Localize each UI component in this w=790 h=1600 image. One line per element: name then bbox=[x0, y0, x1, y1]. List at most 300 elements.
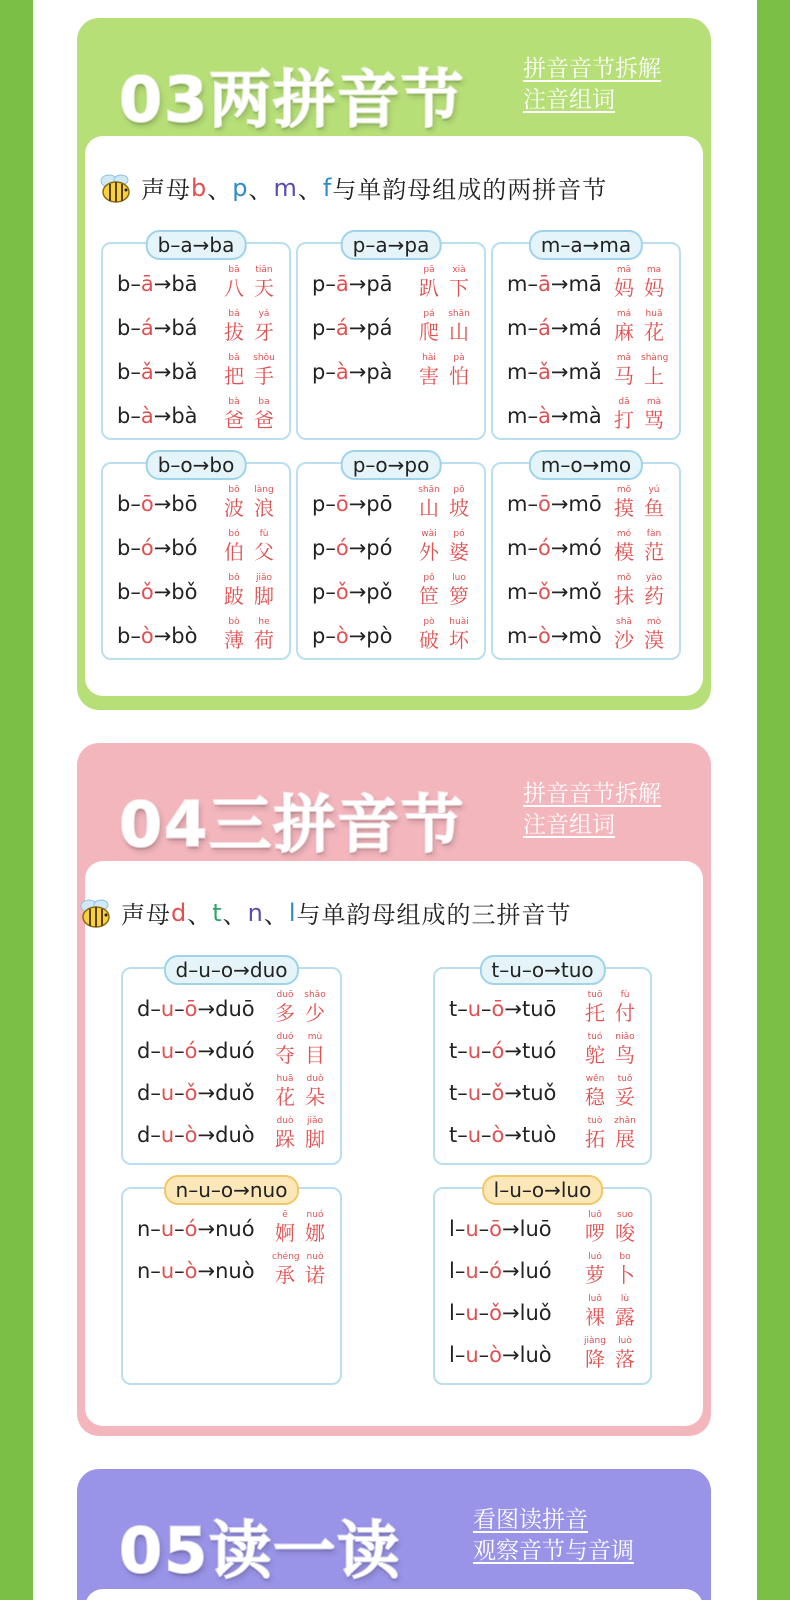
example-word bbox=[416, 308, 472, 344]
initial-n: n bbox=[247, 898, 264, 927]
word-char bbox=[302, 1209, 328, 1245]
pinyin: jiǎo bbox=[306, 1116, 324, 1126]
toned-vowel: ǒ bbox=[537, 580, 551, 604]
result-syllable: →bò bbox=[153, 624, 198, 648]
result-syllable: →bā bbox=[153, 272, 198, 296]
initial-l: l bbox=[288, 898, 297, 927]
subtitle-line-2[interactable]: 观察音节与音调 bbox=[473, 1538, 634, 1564]
hanzi: 付 bbox=[615, 1001, 635, 1025]
word-char bbox=[251, 352, 277, 388]
result-syllable: →mò bbox=[550, 624, 602, 648]
spelling-formula bbox=[449, 1259, 552, 1283]
syllable-row bbox=[312, 566, 474, 608]
hanzi: 父 bbox=[254, 540, 274, 564]
syllable-card bbox=[433, 1178, 652, 1385]
pinyin: nuò bbox=[306, 1252, 324, 1262]
hanzi: 爬 bbox=[419, 320, 439, 344]
initial-b: b bbox=[191, 173, 208, 202]
syllable-row bbox=[507, 478, 669, 520]
pinyin: fù bbox=[620, 990, 630, 1000]
pinyin: wěn bbox=[585, 1074, 605, 1084]
result-syllable: →luō bbox=[502, 1217, 552, 1241]
toned-vowel: ǒ bbox=[491, 1081, 505, 1105]
pinyin: mǎ bbox=[616, 353, 632, 363]
spelling-formula bbox=[312, 316, 393, 340]
pinyin: bǎ bbox=[228, 353, 240, 363]
toned-vowel: ò bbox=[140, 624, 154, 648]
syllable-row bbox=[312, 302, 474, 344]
pinyin: niǎo bbox=[615, 1032, 635, 1042]
hanzi: 承 bbox=[275, 1263, 295, 1287]
hanzi: 娜 bbox=[305, 1221, 325, 1245]
toned-vowel: ā bbox=[335, 272, 349, 296]
initial: m– bbox=[507, 404, 538, 428]
syllable-row bbox=[137, 1203, 330, 1245]
syllable-row bbox=[117, 346, 279, 388]
syllable-row bbox=[137, 1109, 330, 1151]
pinyin: wài bbox=[421, 529, 437, 539]
syllable-row bbox=[312, 522, 474, 564]
hanzi: 抹 bbox=[614, 584, 634, 608]
hanzi: 打 bbox=[614, 408, 634, 432]
syllable-row bbox=[507, 258, 669, 300]
initial: p– bbox=[312, 316, 336, 340]
medial: u bbox=[467, 1039, 482, 1063]
toned-vowel: ō bbox=[140, 492, 154, 516]
word-char bbox=[641, 352, 667, 388]
result-syllable: →bō bbox=[153, 492, 198, 516]
syllable-row bbox=[117, 522, 279, 564]
example-word bbox=[416, 572, 472, 608]
toned-vowel: ō bbox=[491, 997, 505, 1021]
initial: l– bbox=[449, 1217, 466, 1241]
toned-vowel: ā bbox=[140, 272, 154, 296]
initial-p: p bbox=[232, 173, 249, 202]
initial: b– bbox=[117, 316, 141, 340]
example-word bbox=[416, 352, 472, 388]
hanzi: 爸 bbox=[224, 408, 244, 432]
pinyin: pǒ bbox=[423, 573, 435, 583]
word-char bbox=[251, 308, 277, 344]
spelling-formula bbox=[312, 360, 393, 384]
toned-vowel: à bbox=[140, 404, 154, 428]
word-char bbox=[446, 616, 472, 652]
spelling-formula bbox=[507, 492, 602, 516]
initial: p– bbox=[312, 360, 336, 384]
dash: – bbox=[481, 1039, 492, 1063]
spelling-formula bbox=[117, 536, 197, 560]
hanzi: 爸 bbox=[254, 408, 274, 432]
word-char bbox=[302, 1251, 328, 1287]
pinyin: huā bbox=[276, 1074, 294, 1084]
card-title: b–o→bo bbox=[146, 450, 247, 480]
hanzi: 脚 bbox=[305, 1127, 325, 1151]
hanzi: 沙 bbox=[614, 628, 634, 652]
pinyin: shàng bbox=[641, 353, 669, 363]
subtitle-line-1[interactable]: 看图读拼音 bbox=[473, 1507, 588, 1533]
result-syllable: →pà bbox=[348, 360, 393, 384]
medial: u bbox=[465, 1259, 479, 1283]
word-char bbox=[641, 308, 667, 344]
result-syllable: →nuò bbox=[197, 1259, 255, 1283]
initial-t: t bbox=[212, 898, 223, 927]
syllable-row bbox=[449, 1109, 640, 1151]
dash: – bbox=[174, 1259, 185, 1283]
result-syllable: →mà bbox=[550, 404, 602, 428]
dash: – bbox=[481, 997, 492, 1021]
initial: n– bbox=[137, 1259, 161, 1283]
word-char bbox=[416, 484, 442, 520]
pinyin: zhǎn bbox=[614, 1116, 636, 1126]
example-word bbox=[221, 616, 277, 652]
word-char bbox=[611, 308, 637, 344]
toned-vowel: ò bbox=[491, 1123, 505, 1147]
syllable-row bbox=[117, 258, 279, 300]
pinyin: lù bbox=[620, 1294, 630, 1304]
word-char bbox=[611, 572, 637, 608]
heading-suffix: 与单韵母组成的三拼音节 bbox=[296, 901, 572, 929]
result-syllable: →pá bbox=[348, 316, 393, 340]
spelling-formula bbox=[449, 1123, 556, 1147]
pinyin: duó bbox=[276, 1032, 294, 1042]
pinyin: huài bbox=[449, 617, 469, 627]
initial: l– bbox=[449, 1343, 466, 1367]
initial: b– bbox=[117, 580, 141, 604]
dash: – bbox=[478, 1343, 490, 1367]
pinyin: làng bbox=[254, 485, 274, 495]
pinyin: yú bbox=[648, 485, 660, 495]
hanzi: 鸟 bbox=[615, 1043, 635, 1067]
initial: m– bbox=[507, 360, 538, 384]
word-char bbox=[641, 616, 667, 652]
word-char bbox=[612, 989, 638, 1025]
syllable-row bbox=[117, 610, 279, 652]
separator: 、 bbox=[248, 176, 274, 204]
word-char bbox=[221, 528, 247, 564]
spelling-formula bbox=[507, 404, 602, 428]
spelling-formula bbox=[507, 624, 602, 648]
word-char bbox=[612, 1073, 638, 1109]
word-char bbox=[446, 528, 472, 564]
pinyin: mà bbox=[646, 397, 662, 407]
example-word bbox=[272, 1251, 328, 1287]
syllable-row bbox=[507, 346, 669, 388]
hanzi: 跛 bbox=[224, 584, 244, 608]
syllable-row bbox=[137, 1025, 330, 1067]
result-syllable: →pā bbox=[348, 272, 393, 296]
toned-vowel: ó bbox=[184, 1217, 198, 1241]
pinyin: huā bbox=[645, 309, 663, 319]
spelling-formula bbox=[312, 624, 392, 648]
word-char bbox=[611, 484, 637, 520]
example-word bbox=[221, 528, 277, 564]
syllable-row bbox=[507, 610, 669, 652]
toned-vowel: ā bbox=[537, 272, 551, 296]
spelling-formula bbox=[507, 316, 602, 340]
toned-vowel: ó bbox=[184, 1039, 198, 1063]
word-char bbox=[416, 528, 442, 564]
section-title: 04三拼音节 bbox=[119, 787, 466, 861]
initial: t– bbox=[449, 1039, 468, 1063]
pinyin: tuó bbox=[587, 1032, 603, 1042]
hanzi: 唆 bbox=[615, 1221, 635, 1245]
hanzi: 麻 bbox=[614, 320, 634, 344]
pinyin: yào bbox=[645, 573, 663, 583]
syllable-row bbox=[507, 566, 669, 608]
example-word bbox=[582, 1115, 638, 1151]
hanzi: 跺 bbox=[275, 1127, 295, 1151]
card-title: p–o→po bbox=[341, 450, 442, 480]
toned-vowel: ò bbox=[184, 1123, 198, 1147]
section-read-aloud bbox=[77, 1469, 711, 1600]
hanzi: 拔 bbox=[224, 320, 244, 344]
content-panel bbox=[85, 136, 703, 696]
word-char bbox=[251, 616, 277, 652]
word-char bbox=[641, 264, 667, 300]
initial: p– bbox=[312, 536, 336, 560]
word-char bbox=[611, 616, 637, 652]
result-syllable: →má bbox=[550, 316, 602, 340]
syllable-row bbox=[449, 1245, 640, 1287]
hanzi: 妈 bbox=[614, 276, 634, 300]
toned-vowel: ò bbox=[537, 624, 551, 648]
result-syllable: →nuó bbox=[197, 1217, 255, 1241]
example-word bbox=[582, 1293, 638, 1329]
syllable-row bbox=[117, 478, 279, 520]
spelling-formula bbox=[117, 360, 198, 384]
section-subtitle bbox=[473, 1505, 634, 1567]
spelling-formula bbox=[117, 580, 197, 604]
pinyin: jiǎo bbox=[255, 573, 273, 583]
pinyin: luō bbox=[588, 1210, 602, 1220]
result-syllable: →mǒ bbox=[550, 580, 602, 604]
dash: – bbox=[174, 1081, 185, 1105]
result-syllable: →luǒ bbox=[502, 1301, 552, 1325]
word-char bbox=[612, 1335, 638, 1371]
hanzi: 下 bbox=[449, 276, 469, 300]
section-title: 03两拼音节 bbox=[119, 62, 466, 136]
hanzi: 落 bbox=[615, 1347, 635, 1371]
initial: m– bbox=[507, 316, 538, 340]
example-word bbox=[611, 264, 667, 300]
pinyin: duō bbox=[276, 990, 294, 1000]
spelling-formula bbox=[507, 360, 602, 384]
hanzi: 稳 bbox=[585, 1085, 605, 1109]
word-char bbox=[612, 1251, 638, 1287]
syllable-row bbox=[449, 1067, 640, 1109]
example-word bbox=[272, 1073, 328, 1109]
hanzi: 托 bbox=[585, 1001, 605, 1025]
spelling-formula bbox=[117, 316, 198, 340]
initial: m– bbox=[507, 536, 538, 560]
initial: d– bbox=[137, 997, 161, 1021]
separator: 、 bbox=[187, 901, 213, 929]
syllable-row bbox=[137, 1067, 330, 1109]
result-syllable: →pǒ bbox=[348, 580, 393, 604]
word-char bbox=[582, 1115, 608, 1151]
pinyin: mù bbox=[307, 1032, 323, 1042]
separator: 、 bbox=[263, 901, 289, 929]
hanzi: 诺 bbox=[305, 1263, 325, 1287]
hanzi: 啰 bbox=[585, 1221, 605, 1245]
pinyin: mó bbox=[616, 529, 632, 539]
hanzi: 荷 bbox=[254, 628, 274, 652]
result-syllable: →pō bbox=[348, 492, 393, 516]
result-syllable: →tuó bbox=[504, 1039, 557, 1063]
result-syllable: →bà bbox=[153, 404, 198, 428]
hanzi: 脚 bbox=[254, 584, 274, 608]
word-char bbox=[251, 528, 277, 564]
subtitle-line-1[interactable]: 拼音音节拆解 bbox=[523, 56, 661, 82]
pinyin: bà bbox=[228, 397, 240, 407]
example-word bbox=[611, 484, 667, 520]
result-syllable: →bǒ bbox=[153, 580, 198, 604]
pinyin: chéng bbox=[272, 1252, 300, 1262]
result-syllable: →bá bbox=[153, 316, 198, 340]
result-syllable: →tuǒ bbox=[504, 1081, 557, 1105]
syllable-card bbox=[491, 453, 681, 660]
word-char bbox=[416, 572, 442, 608]
initial: b– bbox=[117, 492, 141, 516]
hanzi: 妥 bbox=[615, 1085, 635, 1109]
example-word bbox=[221, 264, 277, 300]
hanzi: 坏 bbox=[449, 628, 469, 652]
syllable-row bbox=[117, 566, 279, 608]
hanzi: 药 bbox=[644, 584, 664, 608]
word-char bbox=[221, 616, 247, 652]
result-syllable: →mó bbox=[550, 536, 602, 560]
example-word bbox=[582, 1031, 638, 1067]
syllable-row bbox=[449, 1203, 640, 1245]
syllable-row bbox=[117, 302, 279, 344]
pinyin: ba bbox=[258, 397, 270, 407]
toned-vowel: ō bbox=[184, 997, 198, 1021]
syllable-row bbox=[449, 1329, 640, 1371]
subtitle-line-2[interactable]: 注音组词 bbox=[523, 87, 615, 113]
medial: u bbox=[467, 997, 482, 1021]
word-char bbox=[446, 264, 472, 300]
hanzi: 外 bbox=[419, 540, 439, 564]
word-char bbox=[582, 1251, 608, 1287]
heading-prefix: 声母 bbox=[121, 901, 171, 929]
pinyin: tuǒ bbox=[617, 1074, 633, 1084]
spelling-formula bbox=[137, 1039, 255, 1063]
card-title: p–a→pa bbox=[341, 230, 442, 260]
word-char bbox=[641, 572, 667, 608]
result-syllable: →pó bbox=[348, 536, 393, 560]
word-char bbox=[251, 484, 277, 520]
word-char bbox=[221, 308, 247, 344]
syllable-card bbox=[101, 453, 291, 660]
hanzi: 鸵 bbox=[585, 1043, 605, 1067]
dash: – bbox=[174, 1217, 185, 1241]
initial-f: f bbox=[322, 173, 333, 202]
hanzi: 笸 bbox=[419, 584, 439, 608]
pinyin: duǒ bbox=[306, 1074, 324, 1084]
hanzi: 婆 bbox=[449, 540, 469, 564]
subtitle-line-2[interactable]: 注音组词 bbox=[523, 812, 615, 838]
dash: – bbox=[478, 1259, 490, 1283]
medial: u bbox=[160, 997, 175, 1021]
pinyin: bǒ bbox=[228, 573, 240, 583]
bee-icon bbox=[77, 897, 115, 929]
initial: d– bbox=[137, 1081, 161, 1105]
hanzi: 趴 bbox=[419, 276, 439, 300]
content-panel bbox=[85, 861, 703, 1426]
word-char bbox=[641, 396, 667, 432]
card-title: t–u–o→tuo bbox=[479, 955, 605, 985]
example-word bbox=[611, 528, 667, 564]
medial: u bbox=[465, 1301, 479, 1325]
hanzi: 马 bbox=[614, 364, 634, 388]
pinyin: bā bbox=[228, 265, 240, 275]
hanzi: 山 bbox=[449, 320, 469, 344]
hanzi: 范 bbox=[644, 540, 664, 564]
word-char bbox=[272, 1251, 298, 1287]
hanzi: 卜 bbox=[615, 1263, 635, 1287]
hanzi: 浪 bbox=[254, 496, 274, 520]
word-char bbox=[302, 989, 328, 1025]
initial: p– bbox=[312, 492, 336, 516]
hanzi: 把 bbox=[224, 364, 244, 388]
hanzi: 妈 bbox=[644, 276, 664, 300]
hanzi: 裸 bbox=[585, 1305, 605, 1329]
example-word bbox=[416, 528, 472, 564]
spelling-formula bbox=[449, 1217, 552, 1241]
toned-vowel: ǒ bbox=[140, 580, 154, 604]
word-char bbox=[641, 484, 667, 520]
syllable-row bbox=[507, 522, 669, 564]
dash: – bbox=[481, 1123, 492, 1147]
syllable-card bbox=[491, 233, 681, 440]
initial: m– bbox=[507, 624, 538, 648]
syllable-row bbox=[137, 983, 330, 1025]
hanzi: 天 bbox=[254, 276, 274, 300]
toned-vowel: ǎ bbox=[537, 360, 551, 384]
initial: d– bbox=[137, 1123, 161, 1147]
word-char bbox=[251, 396, 277, 432]
spelling-formula bbox=[312, 580, 392, 604]
word-char bbox=[416, 264, 442, 300]
spelling-formula bbox=[449, 1343, 552, 1367]
pinyin: yá bbox=[258, 309, 270, 319]
example-word bbox=[416, 484, 472, 520]
pinyin: shān bbox=[448, 309, 470, 319]
word-char bbox=[251, 264, 277, 300]
spelling-formula bbox=[137, 1123, 255, 1147]
hanzi: 花 bbox=[644, 320, 664, 344]
word-char bbox=[302, 1115, 328, 1151]
toned-vowel: ò bbox=[335, 624, 349, 648]
dash: – bbox=[174, 1123, 185, 1147]
word-char bbox=[272, 1073, 298, 1109]
word-char bbox=[302, 1031, 328, 1067]
example-word bbox=[272, 989, 328, 1025]
hanzi: 波 bbox=[224, 496, 244, 520]
pinyin: pó bbox=[453, 529, 465, 539]
subtitle-line-1[interactable]: 拼音音节拆解 bbox=[523, 781, 661, 807]
pinyin: fàn bbox=[646, 529, 662, 539]
dash: – bbox=[174, 997, 185, 1021]
syllable-card bbox=[433, 958, 652, 1165]
word-char bbox=[446, 352, 472, 388]
dash: – bbox=[478, 1301, 490, 1325]
spelling-formula bbox=[117, 492, 197, 516]
hanzi: 手 bbox=[254, 364, 274, 388]
initial-m: m bbox=[273, 173, 298, 202]
initial: b– bbox=[117, 624, 141, 648]
result-syllable: →duō bbox=[197, 997, 255, 1021]
